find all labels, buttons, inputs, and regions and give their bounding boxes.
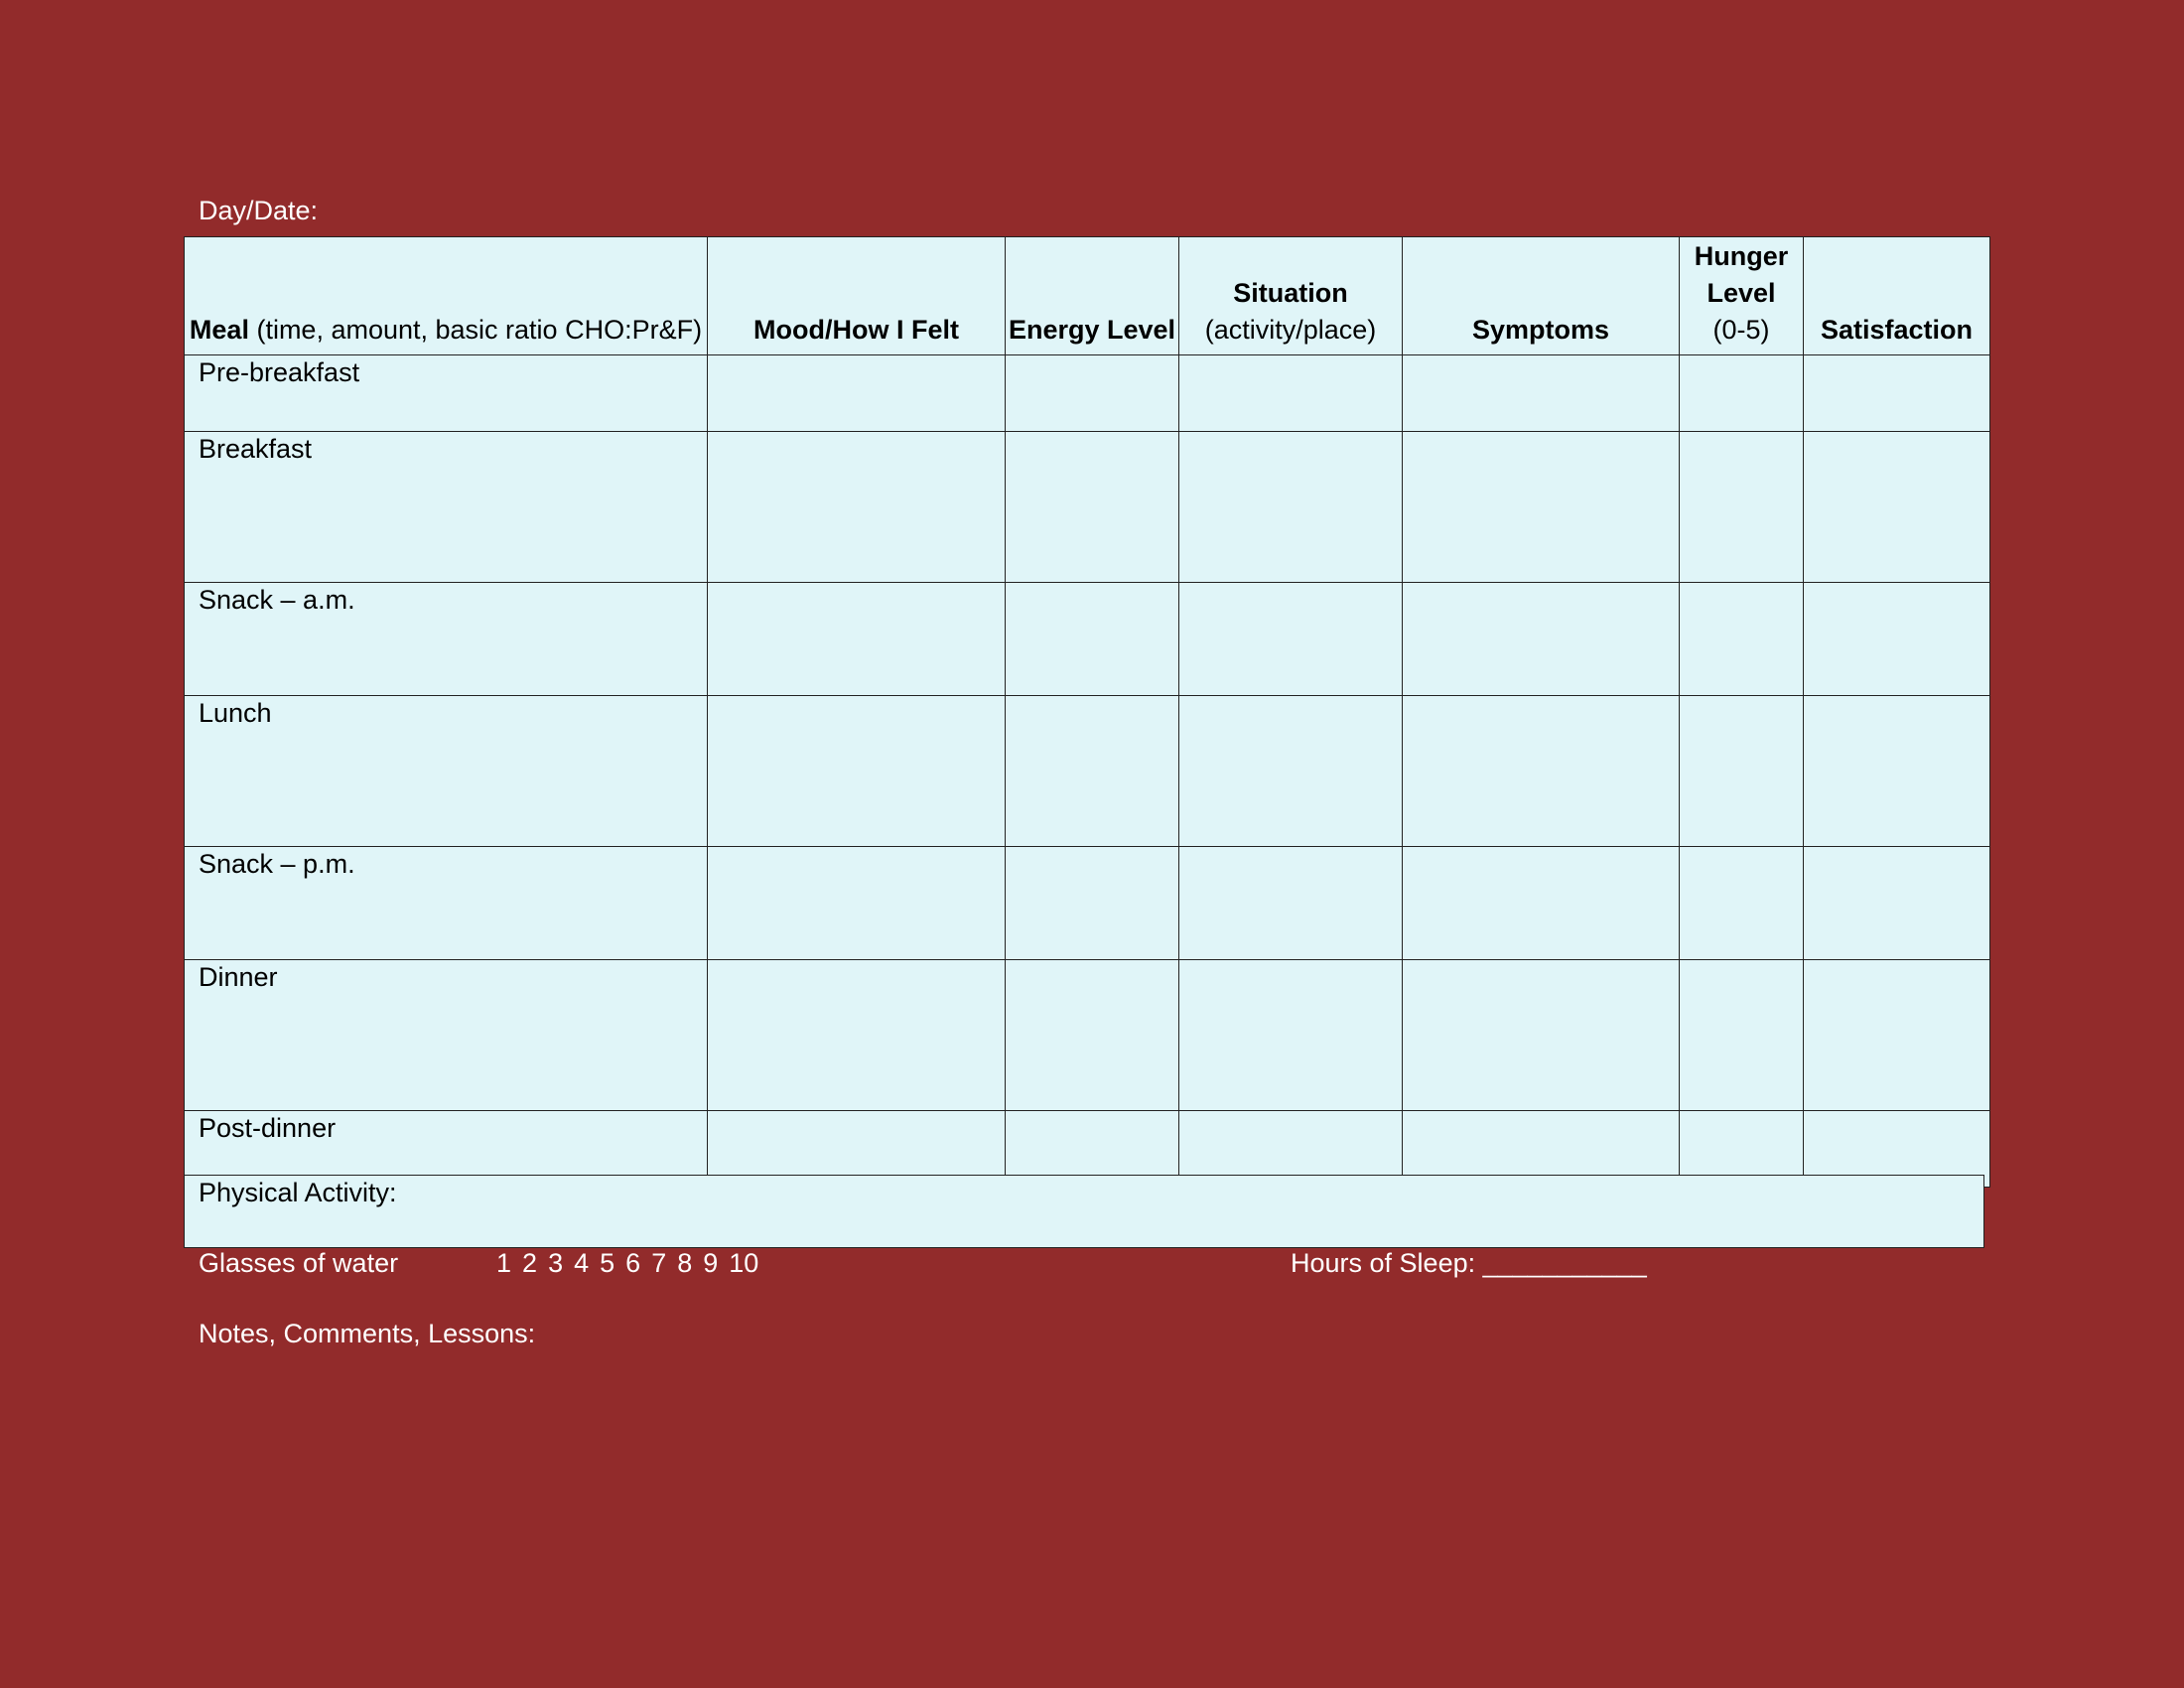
cell-satisfaction[interactable] [1804, 583, 1990, 696]
water-glass-option[interactable]: 6 [625, 1248, 641, 1278]
cell-symptoms[interactable] [1403, 432, 1680, 583]
cell-satisfaction[interactable] [1804, 432, 1990, 583]
glasses-of-water-counter [496, 1246, 769, 1280]
cell-satisfaction[interactable] [1804, 355, 1990, 432]
cell-mood[interactable] [708, 432, 1006, 583]
table-row [185, 355, 1990, 432]
food-mood-log-table [184, 236, 1990, 1188]
day-date-label: Day/Date: [199, 196, 319, 225]
table-row [185, 960, 1990, 1111]
column-header-energy [1006, 237, 1179, 355]
cell-mood[interactable] [708, 847, 1006, 960]
cell-energy[interactable] [1006, 847, 1179, 960]
table-header-row [185, 237, 1990, 355]
column-header-situation-label: Situation [1233, 278, 1348, 308]
cell-situation[interactable] [1179, 960, 1403, 1111]
cell-hunger[interactable] [1680, 960, 1804, 1111]
cell-mood[interactable] [708, 960, 1006, 1111]
cell-symptoms[interactable] [1403, 960, 1680, 1111]
physical-activity-box[interactable] [184, 1175, 1984, 1248]
cell-situation[interactable] [1179, 696, 1403, 847]
water-glass-option[interactable]: 10 [729, 1248, 759, 1278]
cell-hunger[interactable] [1680, 847, 1804, 960]
table-row [185, 432, 1990, 583]
water-glass-option[interactable]: 1 [496, 1248, 512, 1278]
column-header-situation [1179, 237, 1403, 355]
water-glass-option[interactable]: 8 [677, 1248, 693, 1278]
row-label-pre-breakfast: Pre-breakfast [185, 355, 708, 432]
cell-symptoms[interactable] [1403, 355, 1680, 432]
column-header-meal-bold: Meal [189, 315, 249, 345]
column-header-hunger [1680, 237, 1804, 355]
row-label-post-dinner: Post-dinner [185, 1111, 708, 1188]
cell-satisfaction[interactable] [1804, 847, 1990, 960]
cell-mood[interactable] [708, 583, 1006, 696]
cell-symptoms[interactable] [1403, 847, 1680, 960]
cell-symptoms[interactable] [1403, 696, 1680, 847]
cell-mood[interactable] [708, 355, 1006, 432]
cell-satisfaction[interactable] [1804, 960, 1990, 1111]
column-header-meal-note: (time, amount, basic ratio CHO:Pr&F) [248, 315, 703, 345]
column-header-mood-label: Mood/How I Felt [753, 315, 959, 345]
water-glass-option[interactable]: 4 [574, 1248, 590, 1278]
column-header-meal [185, 237, 708, 355]
cell-hunger[interactable] [1680, 583, 1804, 696]
cell-hunger[interactable] [1680, 696, 1804, 847]
column-header-symptoms-label: Symptoms [1471, 315, 1610, 345]
column-header-satisfaction [1804, 237, 1990, 355]
cell-satisfaction[interactable] [1804, 696, 1990, 847]
column-header-symptoms [1403, 237, 1680, 355]
cell-situation[interactable] [1179, 847, 1403, 960]
column-header-satisfaction-label: Satisfaction [1820, 315, 1974, 345]
cell-energy[interactable] [1006, 355, 1179, 432]
cell-energy[interactable] [1006, 696, 1179, 847]
column-header-hunger-note: (0-5) [1712, 315, 1770, 345]
row-label-lunch: Lunch [185, 696, 708, 847]
column-header-energy-label: Energy Level [1008, 315, 1176, 345]
cell-situation[interactable] [1179, 432, 1403, 583]
row-label-dinner: Dinner [185, 960, 708, 1111]
notes-label: Notes, Comments, Lessons: [199, 1319, 536, 1348]
row-label-snack-am: Snack – a.m. [185, 583, 708, 696]
cell-symptoms[interactable] [1403, 583, 1680, 696]
glasses-of-water-label: Glasses of water [199, 1248, 399, 1278]
row-label-breakfast: Breakfast [185, 432, 708, 583]
cell-mood[interactable] [708, 696, 1006, 847]
cell-hunger[interactable] [1680, 355, 1804, 432]
water-glass-option[interactable]: 5 [600, 1248, 615, 1278]
water-glass-option[interactable]: 7 [651, 1248, 667, 1278]
cell-hunger[interactable] [1680, 432, 1804, 583]
table-row [185, 696, 1990, 847]
physical-activity-label: Physical Activity: [199, 1178, 397, 1207]
column-header-situation-note: (activity/place) [1204, 315, 1377, 345]
water-glass-option[interactable]: 3 [548, 1248, 564, 1278]
column-header-mood [708, 237, 1006, 355]
cell-energy[interactable] [1006, 960, 1179, 1111]
water-glass-option[interactable]: 2 [522, 1248, 538, 1278]
hours-of-sleep-field[interactable]: Hours of Sleep: ___________ [1291, 1248, 1647, 1278]
table-row [185, 847, 1990, 960]
row-label-snack-pm: Snack – p.m. [185, 847, 708, 960]
column-header-hunger-label: Hunger Level [1694, 241, 1789, 308]
table-row [185, 583, 1990, 696]
water-glass-option[interactable]: 9 [703, 1248, 719, 1278]
cell-situation[interactable] [1179, 583, 1403, 696]
cell-energy[interactable] [1006, 583, 1179, 696]
cell-energy[interactable] [1006, 432, 1179, 583]
cell-situation[interactable] [1179, 355, 1403, 432]
